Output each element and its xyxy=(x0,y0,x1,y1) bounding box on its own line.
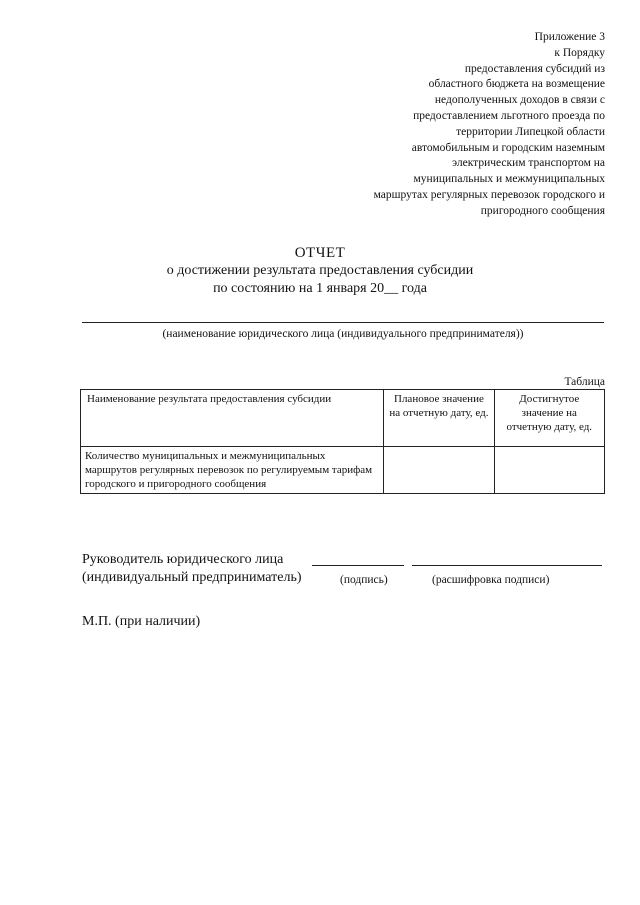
header-result-name: Наименование результата предоставления субсидии xyxy=(81,390,384,447)
appendix-line: предоставлением льготного проезда по xyxy=(413,109,605,122)
signer-title: Руководитель юридического лица xyxy=(82,552,284,567)
table-header-row xyxy=(81,390,605,447)
appendix-line: областного бюджета на возмещение xyxy=(428,78,605,91)
organization-name-field[interactable] xyxy=(82,322,604,323)
header-planned-value: Плановое значение на отчетную дату, ед. xyxy=(384,390,494,447)
appendix-line: Приложение 3 xyxy=(534,31,605,43)
table-row xyxy=(81,447,605,494)
decoding-caption: (расшифровка подписи) xyxy=(432,574,550,586)
appendix-header xyxy=(305,30,605,220)
table-label: Таблица xyxy=(564,376,605,388)
appendix-line: территории Липецкой области xyxy=(456,125,605,138)
signature-block xyxy=(82,551,622,589)
achieved-value-cell[interactable] xyxy=(494,447,604,494)
report-title: ОТЧЕТ xyxy=(294,245,346,261)
report-date: по состоянию на 1 января 20__ года xyxy=(213,281,427,296)
appendix-line: электрическим транспортом на xyxy=(452,157,605,170)
appendix-line: недополученных доходов в связи с xyxy=(434,94,605,107)
appendix-line: муниципальных и межмуниципальных xyxy=(413,173,605,186)
appendix-line: пригородного сообщения xyxy=(480,204,605,217)
appendix-line: автомобильным и городским наземным xyxy=(411,141,605,154)
appendix-line: маршрутах регулярных перевозок городского и xyxy=(373,188,605,201)
results-table xyxy=(80,389,605,494)
signature-line[interactable] xyxy=(312,565,404,566)
report-title-block xyxy=(0,244,640,298)
report-subtitle: о достижении результата предоставления субсидии xyxy=(166,263,474,278)
stamp-label: М.П. (при наличии) xyxy=(82,614,201,629)
organization-caption: (наименование юридического лица (индивидуального предпринимателя)) xyxy=(162,328,524,340)
header-achieved-value: Достигнутое значение на отчетную дату, ед. xyxy=(494,390,604,447)
appendix-line: предоставления субсидий из xyxy=(464,62,605,75)
signature-caption: (подпись) xyxy=(340,574,388,586)
result-name-cell: Количество муниципальных и межмуниципальных маршрутов регулярных перевозок по регулируемым тарифам городского и пригородного сообщения xyxy=(81,447,384,494)
appendix-line: к Порядку xyxy=(554,46,605,59)
signature-decoding-line[interactable] xyxy=(412,565,602,566)
signer-title-sub: (индивидуальный предприниматель) xyxy=(82,570,302,585)
planned-value-cell[interactable] xyxy=(384,447,494,494)
